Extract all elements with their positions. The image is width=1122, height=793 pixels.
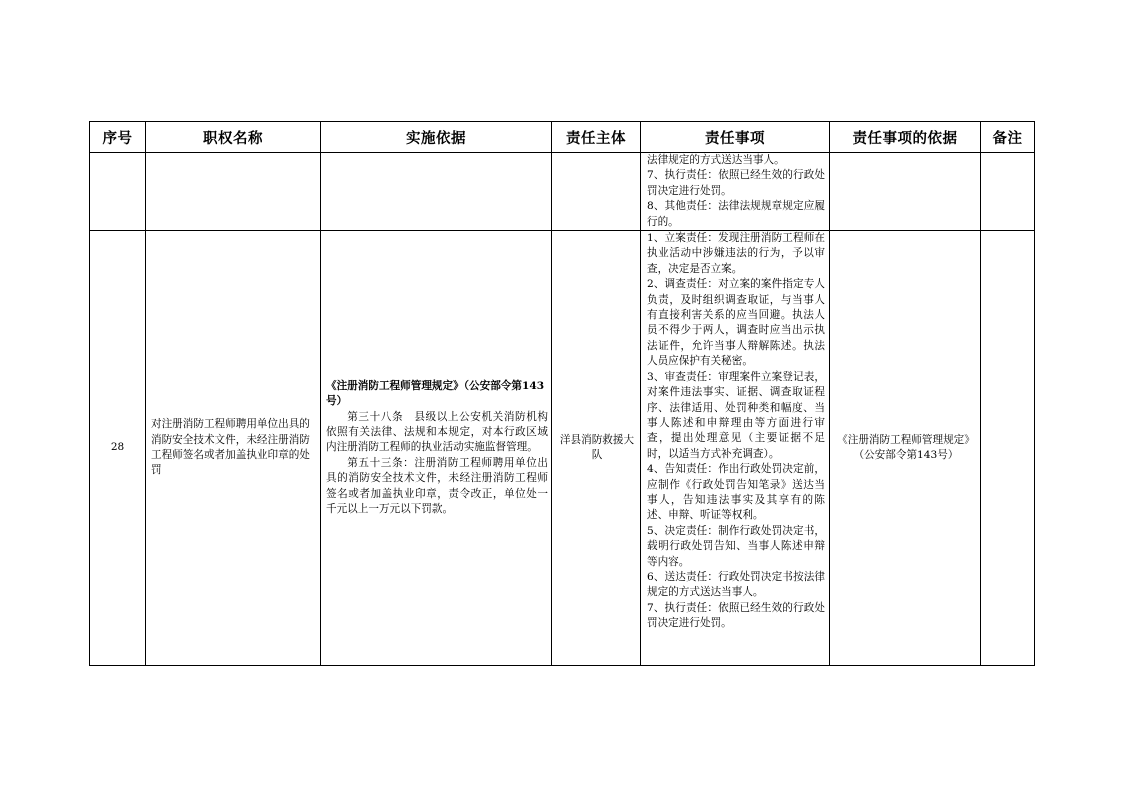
basis-title: 《注册消防工程师管理规定》（公安部令第143号） — [326, 379, 545, 408]
cell-power-name-empty — [146, 153, 321, 231]
header-subject: 责任主体 — [552, 122, 641, 153]
cell-basis-empty — [321, 153, 552, 231]
duty-decision: 5、决定责任：制作行政处罚决定书，载明行政处罚告知、当事人陈述申辩等内容。 — [647, 524, 825, 568]
remark — [981, 231, 1035, 666]
duty-investigation: 2、调查责任：对立案的案件指定专人负责，及时组织调查取证，与当事人有直接利害关系的应当回避。执法人员不得少于两人，调查时应当出示执法证件，允许当事人辩解陈述。执法人员应保护有关秘密。 — [647, 278, 825, 368]
duty-delivery: 6、送达责任：行政处罚决定书按法律规定的方式送达当事人。 — [647, 570, 825, 599]
header-duty-basis: 责任事项的依据 — [830, 122, 981, 153]
duty-line: 法律规定的方式送达当事人。 — [647, 154, 785, 166]
duty-notification: 4、告知责任：作出行政处罚决定前，应制作《行政处罚告知笔录》送达当事人，告知违法事实及其享有的陈述、申辩、听证等权利。 — [647, 463, 825, 522]
table-header-row — [90, 122, 1035, 153]
table-row-continued — [90, 153, 1035, 231]
basis-article-53: 第五十三条：注册消防工程师聘用单位出具的消防安全技术文件，未经注册消防工程师签名或者加盖执业印章，责令改正，单位处一千元以上一万元以下罚款。 — [326, 456, 548, 515]
duty-execution: 7、执行责任：依照已经生效的行政处罚决定进行处罚。 — [647, 601, 825, 630]
duty-basis: 《注册消防工程师管理规定》（公安部令第143号） — [830, 231, 981, 666]
table-row-28 — [90, 231, 1035, 666]
basis-article-38: 第三十八条 县级以上公安机关消防机构依照有关法律、法规和本规定，对本行政区域内注册消防工程师的执业活动实施监督管理。 — [326, 410, 548, 454]
power-name: 对注册消防工程师聘用单位出具的消防安全技术文件，未经注册消防工程师签名或者加盖执业印章的处罚 — [146, 231, 321, 666]
responsibility-table-page — [89, 121, 1034, 666]
responsibility-table — [89, 121, 1035, 666]
cell-remark-empty — [981, 153, 1035, 231]
cell-duty-basis-empty — [830, 153, 981, 231]
duty-filing: 1、立案责任：发现注册消防工程师在执业活动中涉嫌违法的行为，予以审查，决定是否立案。 — [647, 232, 825, 275]
implementation-basis — [321, 231, 552, 666]
duty-review: 3、审查责任：审理案件立案登记表，对案件违法事实、证据、调查取证程序、法律适用、处罚种类和幅度、当事人陈述和申辩理由等方面进行审查，提出处理意见（主要证据不足时，以适当方式补充调查）。 — [647, 370, 825, 460]
header-remark: 备注 — [981, 122, 1035, 153]
duty-items — [641, 231, 830, 666]
header-basis: 实施依据 — [321, 122, 552, 153]
cell-subject-empty — [552, 153, 641, 231]
header-duty: 责任事项 — [641, 122, 830, 153]
header-power-name: 职权名称 — [146, 122, 321, 153]
duty-line: 7、执行责任：依照已经生效的行政处罚决定进行处罚。 — [647, 169, 825, 197]
cell-duty-continued — [641, 153, 830, 231]
responsible-subject: 洋县消防救援大队 — [552, 231, 641, 666]
header-number: 序号 — [90, 122, 146, 153]
duty-line: 8、其他责任：法律法规规章规定应履行的。 — [647, 200, 825, 228]
cell-number-empty — [90, 153, 146, 231]
row-number: 28 — [90, 231, 146, 666]
